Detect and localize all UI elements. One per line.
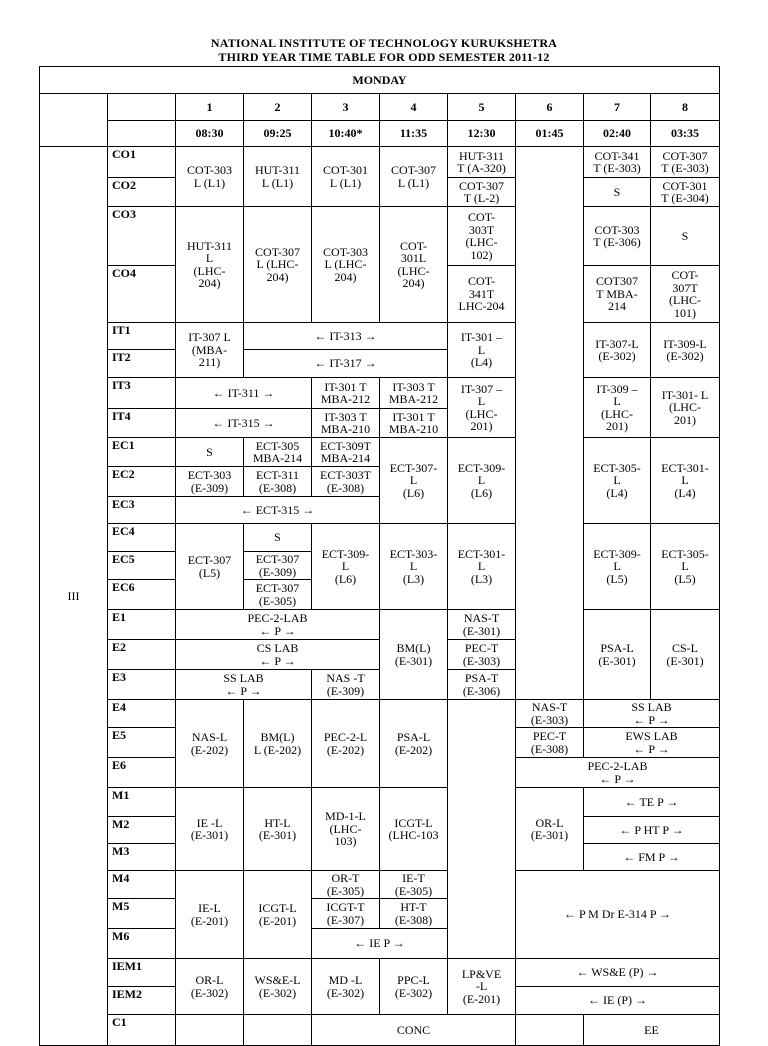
class-cell: S xyxy=(243,523,312,552)
class-cell: PEC-T (E-303) xyxy=(447,639,516,670)
class-cell: IE -L (E-301) xyxy=(175,787,244,871)
class-cell: IT-309-L (E-302) xyxy=(650,322,720,378)
class-cell: ← P HT P → xyxy=(583,816,720,844)
period-time: 11:35 xyxy=(379,120,448,147)
group-label: CO1 xyxy=(107,146,176,178)
class-cell: COT307 T MBA- 214 xyxy=(583,265,651,323)
class-cell: ECT-303 (E-309) xyxy=(175,466,244,497)
class-cell: PSA-L (E-202) xyxy=(379,699,448,788)
group-label: EC5 xyxy=(107,551,176,580)
class-cell: ECT-307 (E-305) xyxy=(243,579,312,610)
class-cell: PSA-T (E-306) xyxy=(447,669,516,700)
class-cell: COT-307 L (L1) xyxy=(379,146,448,207)
class-cell: PEC-2-LAB ← P → xyxy=(515,757,720,788)
class-cell: CS LAB ← P → xyxy=(175,639,380,670)
class-cell: IT-307 – L (LHC- 201) xyxy=(447,377,516,438)
group-label: M5 xyxy=(107,898,176,929)
group-label: EC3 xyxy=(107,496,176,524)
class-cell: IT-301 T MBA-210 xyxy=(379,408,448,438)
class-cell: NAS -T (E-309) xyxy=(311,669,380,700)
class-cell: SS LAB ← P → xyxy=(583,699,720,728)
class-cell: CS-L (E-301) xyxy=(650,609,720,700)
class-cell: IT-303 T MBA-210 xyxy=(311,408,380,438)
period-time: 09:25 xyxy=(243,120,312,147)
class-cell: ICGT-L (LHC-103 xyxy=(379,787,448,871)
period-number: 1 xyxy=(175,93,244,121)
period-number: 7 xyxy=(583,93,651,121)
empty-slot xyxy=(175,1014,244,1046)
period-number: 5 xyxy=(447,93,516,121)
class-cell: IT-303 T MBA-212 xyxy=(379,377,448,409)
class-cell: ECT-303T (E-308) xyxy=(311,466,380,497)
class-cell: COT-303 T (E-306) xyxy=(583,206,651,266)
class-cell: LP&VE -L (E-201) xyxy=(447,958,516,1015)
class-cell: ECT-305 MBA-214 xyxy=(243,437,312,467)
group-label: IT1 xyxy=(107,322,176,350)
class-cell: IT-301- L (LHC- 201) xyxy=(650,377,720,438)
group-label: M2 xyxy=(107,816,176,844)
class-cell: HUT-311 T (A-320) xyxy=(447,146,516,178)
class-cell: CONC xyxy=(311,1014,516,1046)
class-cell: BM(L) (E-301) xyxy=(379,609,448,700)
class-cell: ECT-303- L (L3) xyxy=(379,523,448,610)
class-cell: IE-T (E-305) xyxy=(379,870,448,899)
class-cell: PSA-L (E-301) xyxy=(583,609,651,700)
class-cell: ECT-307- L (L6) xyxy=(379,437,448,524)
class-cell: COT-307 T (E-303) xyxy=(650,146,720,178)
class-cell: ECT-305- L (L5) xyxy=(650,523,720,610)
period-time: 12:30 xyxy=(447,120,516,147)
class-cell: ← TE P → xyxy=(583,787,720,817)
class-cell: COT-303 L (LHC- 204) xyxy=(311,206,380,323)
group-label: C1 xyxy=(107,1014,176,1046)
group-label: M4 xyxy=(107,870,176,899)
class-cell: S xyxy=(650,206,720,266)
class-cell: ICGT-L (E-201) xyxy=(243,870,312,959)
period-time: 01:45 xyxy=(515,120,584,147)
class-cell: ECT-301- L (L4) xyxy=(650,437,720,524)
group-label: E4 xyxy=(107,699,176,728)
class-cell: HT-T (E-308) xyxy=(379,898,448,929)
group-label: EC6 xyxy=(107,579,176,610)
class-cell: ← ECT-315 → xyxy=(175,496,380,524)
period-number: 2 xyxy=(243,93,312,121)
group-label: E3 xyxy=(107,669,176,700)
class-cell: COT-301 L (L1) xyxy=(311,146,380,207)
class-cell: ECT-309- L (L5) xyxy=(583,523,651,610)
group-label: E6 xyxy=(107,757,176,788)
class-cell: ECT-309T MBA-214 xyxy=(311,437,380,467)
class-cell: ← IE P → xyxy=(311,928,448,959)
empty-slot xyxy=(515,1014,584,1046)
class-cell: HUT-311 L (LHC- 204) xyxy=(175,206,244,323)
period-row-label xyxy=(107,93,176,121)
header-corner xyxy=(39,93,108,147)
class-cell: ECT-309- L (L6) xyxy=(447,437,516,524)
class-cell: HUT-311 L (L1) xyxy=(243,146,312,207)
group-label: IT4 xyxy=(107,408,176,438)
class-cell: ← WS&E (P) → xyxy=(515,958,720,987)
period-number: 4 xyxy=(379,93,448,121)
group-label: EC2 xyxy=(107,466,176,497)
class-cell: COT- 303T (LHC- 102) xyxy=(447,206,516,266)
class-cell: MD -L (E-302) xyxy=(311,958,380,1015)
class-cell: NAS-L (E-202) xyxy=(175,699,244,788)
class-cell: ECT-307 (L5) xyxy=(175,523,244,610)
class-cell: ECT-307 (E-309) xyxy=(243,551,312,580)
class-cell: NAS-T (E-301) xyxy=(447,609,516,640)
class-cell: S xyxy=(583,177,651,207)
class-cell: OR-L (E-301) xyxy=(515,787,584,871)
class-cell: ECT-301- L (L3) xyxy=(447,523,516,610)
class-cell: IT-307 L (MBA- 211) xyxy=(175,322,244,378)
class-cell: S xyxy=(175,437,244,467)
class-cell: COT-307 L (LHC- 204) xyxy=(243,206,312,323)
class-cell: PPC-L (E-302) xyxy=(379,958,448,1015)
group-label: CO2 xyxy=(107,177,176,207)
class-cell: COT- 301L (LHC- 204) xyxy=(379,206,448,323)
timetable-title: THIRD YEAR TIME TABLE FOR ODD SEMESTER 2011-12 xyxy=(218,50,550,64)
class-cell: PEC-2-LAB ← P → xyxy=(175,609,380,640)
class-cell: COT-341 T (E-303) xyxy=(583,146,651,178)
group-label: IT3 xyxy=(107,377,176,409)
class-cell: PEC-2-L (E-202) xyxy=(311,699,380,788)
class-cell: PEC-T (E-308) xyxy=(515,727,584,758)
class-cell: COT-301 T (E-304) xyxy=(650,177,720,207)
class-cell: ← IT-311 → xyxy=(175,377,312,409)
class-cell: ECT-311 (E-308) xyxy=(243,466,312,497)
empty-slot xyxy=(515,146,584,700)
period-time: 03:35 xyxy=(650,120,720,147)
period-time: 10:40* xyxy=(311,120,380,147)
year-label: III xyxy=(39,146,108,1046)
class-cell: IT-301 T MBA-212 xyxy=(311,377,380,409)
class-cell: ECT-305- L (L4) xyxy=(583,437,651,524)
class-cell: COT-307 T (L-2) xyxy=(447,177,516,207)
group-label: E1 xyxy=(107,609,176,640)
day-header: MONDAY xyxy=(39,66,720,94)
class-cell: IT-309 – L (LHC- 201) xyxy=(583,377,651,438)
class-cell: ← IT-315 → xyxy=(175,408,312,438)
class-cell: MD-1-L (LHC- 103) xyxy=(311,787,380,871)
empty-slot xyxy=(447,699,516,959)
empty-slot xyxy=(243,1014,312,1046)
class-cell: SS LAB ← P → xyxy=(175,669,312,700)
class-cell: IT-307-L (E-302) xyxy=(583,322,651,378)
group-label: CO4 xyxy=(107,265,176,323)
class-cell: ← IT-313 → xyxy=(243,322,448,350)
group-label: E5 xyxy=(107,727,176,758)
class-cell: IT-301 – L (L4) xyxy=(447,322,516,378)
class-cell: IE-L (E-201) xyxy=(175,870,244,959)
period-time: 08:30 xyxy=(175,120,244,147)
group-label: EC4 xyxy=(107,523,176,552)
period-number: 6 xyxy=(515,93,584,121)
class-cell: OR-L (E-302) xyxy=(175,958,244,1015)
period-number: 8 xyxy=(650,93,720,121)
class-cell: EE xyxy=(583,1014,720,1046)
period-number: 3 xyxy=(311,93,380,121)
group-label: IEM2 xyxy=(107,986,176,1015)
institute-title: NATIONAL INSTITUTE OF TECHNOLOGY KURUKSHETRA xyxy=(210,36,558,50)
class-cell: ← IT-317 → xyxy=(243,349,448,378)
class-cell: ECT-309- L (L6) xyxy=(311,523,380,610)
class-cell: ← FM P → xyxy=(583,843,720,871)
group-label: M3 xyxy=(107,843,176,871)
group-label: M6 xyxy=(107,928,176,959)
group-label: E2 xyxy=(107,639,176,670)
class-cell: NAS-T (E-303) xyxy=(515,699,584,728)
group-label: CO3 xyxy=(107,206,176,266)
group-label: M1 xyxy=(107,787,176,817)
class-cell: COT- 307T (LHC- 101) xyxy=(650,265,720,323)
class-cell: HT-L (E-301) xyxy=(243,787,312,871)
class-cell: OR-T (E-305) xyxy=(311,870,380,899)
class-cell: EWS LAB ← P → xyxy=(583,727,720,758)
group-label: IEM1 xyxy=(107,958,176,987)
class-cell: COT-303 L (L1) xyxy=(175,146,244,207)
time-row-label xyxy=(107,120,176,147)
class-cell: ← IE (P) → xyxy=(515,986,720,1015)
class-cell: BM(L) L (E-202) xyxy=(243,699,312,788)
period-time: 02:40 xyxy=(583,120,651,147)
group-label: IT2 xyxy=(107,349,176,378)
group-label: EC1 xyxy=(107,437,176,467)
class-cell: ← P M Dr E-314 P → xyxy=(515,870,720,959)
class-cell: WS&E-L (E-302) xyxy=(243,958,312,1015)
class-cell: COT- 341T LHC-204 xyxy=(447,265,516,323)
class-cell: ICGT-T (E-307) xyxy=(311,898,380,929)
